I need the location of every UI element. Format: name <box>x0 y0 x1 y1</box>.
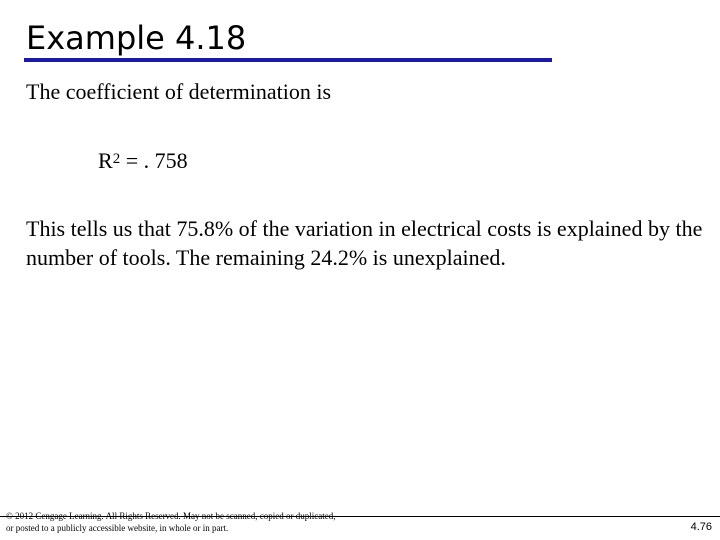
title-underline <box>24 58 552 62</box>
intro-text: The coefficient of determination is <box>26 79 332 104</box>
formula <box>98 146 188 175</box>
formula-exponent: 2 <box>112 151 121 167</box>
copyright-notice: © 2012 Cengage Learning. All Rights Reserved. May not be scanned, copied or duplicated, or posted to a publicly accessible website, in whole or in part. <box>6 511 336 533</box>
explanation-text: This tells us that 75.8% of the variation in electrical costs is explained by the number of tools. The remaining 24.2% is unexplained. <box>26 216 703 270</box>
formula-rest: = . 758 <box>120 148 188 173</box>
slide-title: Example 4.18 <box>26 19 247 57</box>
formula-base: R <box>98 148 113 173</box>
slide-number: 4.76 <box>690 521 712 533</box>
